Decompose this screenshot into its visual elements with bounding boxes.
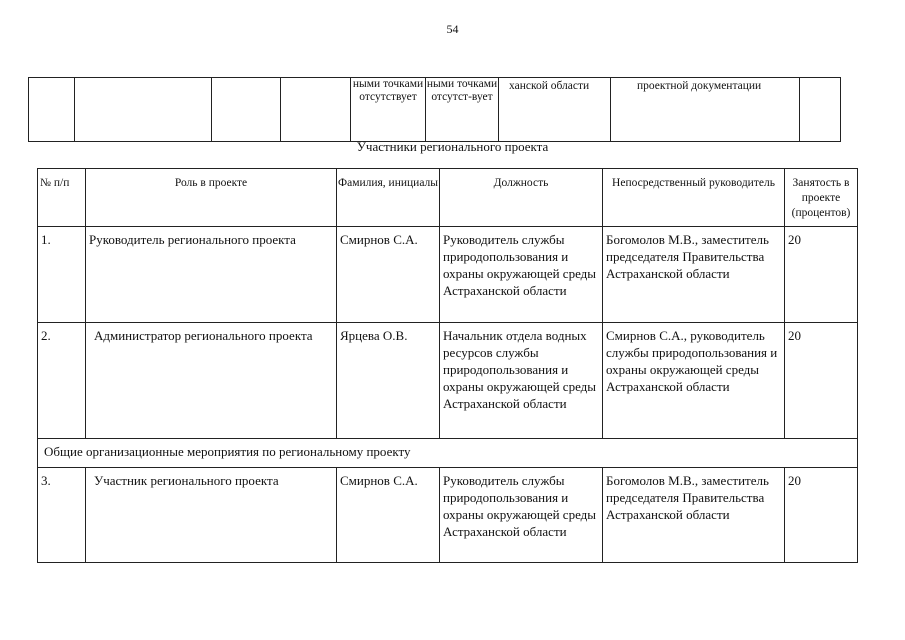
header-num: № п/п	[38, 169, 86, 227]
header-position: Должность	[440, 169, 603, 227]
table-cell	[800, 78, 841, 142]
cell-employment: 20	[785, 468, 858, 563]
table-header-row	[38, 169, 858, 227]
cell-supervisor: Богомолов М.В., заместитель председателя Правительства Астраханской области	[603, 227, 785, 323]
cell-supervisor: Смирнов С.А., руководитель службы природопользования и охраны окружающей среды Астраханской области	[603, 323, 785, 439]
header-role: Роль в проекте	[86, 169, 337, 227]
continuation-table	[28, 77, 841, 142]
cell-role: Участник регионального проекта	[86, 468, 337, 563]
table-cell: ными точками отсутст-вует	[426, 78, 499, 142]
section-row-label: Общие организационные мероприятия по региональному проекту	[38, 439, 858, 468]
cell-name: Ярцева О.В.	[337, 323, 440, 439]
cell-position: Начальник отдела водных ресурсов службы природопользования и охраны окружающей среды Астраханской области	[440, 323, 603, 439]
table-cell: проектной документации	[611, 78, 800, 142]
page-number: 54	[446, 22, 459, 36]
cell-position: Руководитель службы природопользования и охраны окружающей среды Астраханской области	[440, 227, 603, 323]
cell-name: Смирнов С.А.	[337, 468, 440, 563]
section-row	[38, 439, 858, 468]
cell-position: Руководитель службы природопользования и охраны окружающей среды Астраханской области	[440, 468, 603, 563]
cell-num: 1.	[38, 227, 86, 323]
table-cell	[281, 78, 351, 142]
table-cell	[75, 78, 212, 142]
cell-num: 2.	[38, 323, 86, 439]
table-row	[38, 468, 858, 563]
table-cell	[29, 78, 75, 142]
table-row	[38, 227, 858, 323]
cell-role: Руководитель регионального проекта	[86, 227, 337, 323]
header-supervisor: Непосредственный руководитель	[603, 169, 785, 227]
cell-employment: 20	[785, 227, 858, 323]
header-name: Фамилия, инициалы	[337, 169, 440, 227]
table-cell: ными точками отсутствует	[351, 78, 426, 142]
cell-supervisor: Богомолов М.В., заместитель председателя Правительства Астраханской области	[603, 468, 785, 563]
table-cell: ханской области	[499, 78, 611, 142]
section-title: Участники регионального проекта	[356, 139, 549, 154]
cell-employment: 20	[785, 323, 858, 439]
table-cell	[212, 78, 281, 142]
cell-role: Администратор регионального проекта	[86, 323, 337, 439]
table-row	[38, 323, 858, 439]
cell-num: 3.	[38, 468, 86, 563]
cell-name: Смирнов С.А.	[337, 227, 440, 323]
header-employment: Занятость в проекте (процентов)	[785, 169, 858, 227]
participants-table	[37, 168, 858, 563]
table-row	[29, 78, 841, 142]
